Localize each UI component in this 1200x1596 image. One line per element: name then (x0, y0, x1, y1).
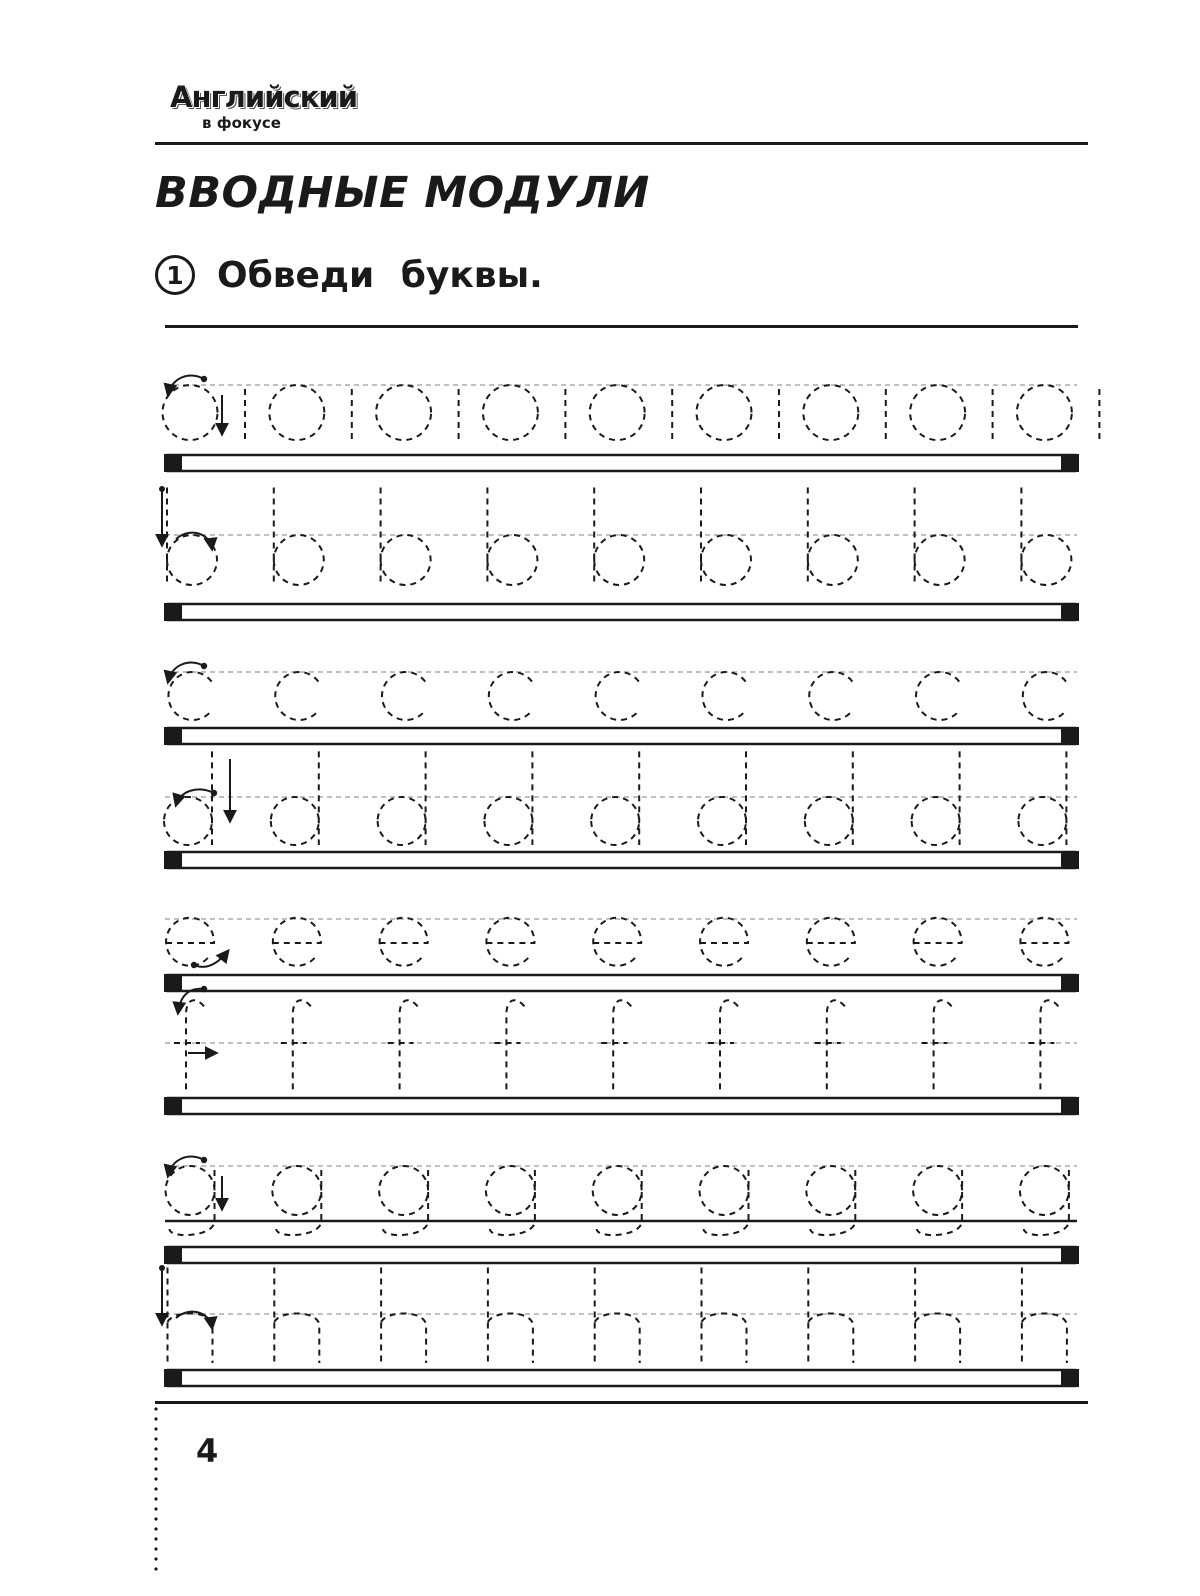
tracing-letter-c (702, 672, 745, 720)
tracing-letter-g (1020, 1166, 1069, 1235)
tracing-letter-g (806, 1166, 855, 1235)
tracing-row-a (163, 376, 1100, 472)
tracing-letter-e (486, 918, 534, 966)
writing-line (168, 1098, 1075, 1114)
tracing-letter-e (700, 918, 748, 966)
tracing-letter-d (805, 751, 853, 845)
tracing-letter-g (593, 1166, 642, 1235)
tracing-letter-d (591, 751, 639, 845)
footer-divider (155, 1401, 1088, 1404)
tracing-letter-g (486, 1166, 535, 1235)
stroke-start-dot (201, 663, 207, 669)
tracing-letter-d (378, 751, 426, 845)
writing-line (168, 1370, 1075, 1386)
stroke-start-dot (191, 962, 197, 968)
line-end-right (1061, 454, 1079, 472)
tracing-letter-a (376, 385, 458, 440)
tracing-letter-e (166, 918, 214, 966)
task-instruction: Обведи буквы. (217, 254, 543, 296)
perforation-dots (154, 1404, 158, 1574)
tracing-letter-a (163, 385, 245, 440)
tracing-letter-b (274, 488, 324, 586)
tracing-letter-f (601, 1000, 631, 1090)
line-end-right (1061, 1246, 1079, 1264)
tracing-letter-g (272, 1166, 321, 1235)
tracing-row-e (164, 918, 1079, 992)
tracing-letter-a (803, 385, 885, 440)
tracing-letter-c (1023, 672, 1066, 720)
tracing-letter-b (701, 488, 751, 586)
line-end-right (1061, 1097, 1079, 1115)
tracing-letter-c (382, 672, 425, 720)
tracing-letter-b (167, 488, 217, 586)
tracing-letter-d (912, 751, 960, 845)
tracing-letter-h (702, 1267, 747, 1363)
tracing-letter-e (1020, 918, 1068, 966)
tracing-letter-f (708, 1000, 738, 1090)
stroke-start-dot (201, 1157, 207, 1163)
logo-sub-text: в фокусе (202, 114, 281, 132)
tracing-letter-g (700, 1166, 749, 1235)
line-end-left (164, 1246, 182, 1264)
tracing-letter-h (488, 1267, 533, 1363)
tracing-letter-c (809, 672, 852, 720)
writing-line (168, 455, 1075, 471)
line-end-right (1061, 851, 1079, 869)
tracing-letter-e (273, 918, 321, 966)
stroke-start-dot (159, 486, 165, 492)
line-end-right (1061, 974, 1079, 992)
stroke-start-dot (159, 1265, 165, 1271)
tracing-letter-d (271, 751, 319, 845)
tracing-letter-b (594, 488, 644, 586)
tracing-letter-e (593, 918, 641, 966)
tracing-letter-f (815, 1000, 845, 1090)
tracing-letter-f (281, 1000, 311, 1090)
stroke-start-dot (211, 790, 217, 796)
tracing-letter-a (1017, 385, 1100, 440)
stroke-start-dot (201, 376, 207, 382)
tracing-letter-a (697, 385, 779, 440)
tracing-letter-b (915, 488, 965, 586)
tracing-row-f (164, 986, 1079, 1115)
writing-line (168, 975, 1075, 991)
line-end-left (164, 454, 182, 472)
tracing-letter-h (595, 1267, 640, 1363)
tracing-letter-h (274, 1267, 319, 1363)
line-end-right (1061, 1369, 1079, 1387)
task-number: 1 (155, 255, 195, 295)
stroke-start-dot (201, 986, 207, 992)
tracing-letter-f (1028, 1000, 1058, 1090)
tracing-letter-h (808, 1267, 853, 1363)
line-end-left (164, 727, 182, 745)
tracing-letter-b (487, 488, 537, 586)
tracing-letter-h (1022, 1267, 1067, 1363)
tracing-letter-b (1021, 488, 1071, 586)
tracing-letter-c (168, 672, 211, 720)
tracing-row-d (164, 751, 1079, 869)
page-title: ВВОДНЫЕ МОДУЛИ (155, 168, 650, 218)
tracing-letter-f (174, 1000, 204, 1090)
writing-line (168, 604, 1075, 620)
tracing-letter-e (807, 918, 855, 966)
tracing-letter-g (166, 1166, 215, 1235)
page-number: 4 (196, 1432, 219, 1470)
tracing-letter-e (380, 918, 428, 966)
tracing-letter-e (914, 918, 962, 966)
tracing-letter-a (910, 385, 993, 440)
line-end-right (1061, 727, 1079, 745)
tracing-letter-d (484, 751, 532, 845)
logo-main-text: Английский (170, 80, 358, 114)
line-end-left (164, 603, 182, 621)
tracing-letter-b (808, 488, 858, 586)
tracing-letter-c (489, 672, 532, 720)
tracing-letter-d (1018, 751, 1066, 845)
tracing-letter-d (698, 751, 746, 845)
tracing-letter-h (915, 1267, 960, 1363)
tracing-row-c (164, 663, 1079, 745)
tracing-letter-f (494, 1000, 524, 1090)
tracing-letter-b (381, 488, 431, 586)
tracing-letter-f (388, 1000, 418, 1090)
tracing-letter-a (483, 385, 565, 440)
tracing-letter-a (269, 385, 351, 440)
tracing-letter-c (275, 672, 318, 720)
line-end-left (164, 1369, 182, 1387)
tracing-letter-d (164, 751, 212, 845)
tracing-letter-g (913, 1166, 962, 1235)
tracing-letter-g (379, 1166, 428, 1235)
line-end-left (164, 1097, 182, 1115)
tracing-letter-c (596, 672, 639, 720)
writing-line (168, 852, 1075, 868)
tracing-letter-f (922, 1000, 952, 1090)
tracing-letter-c (916, 672, 959, 720)
line-end-left (164, 851, 182, 869)
line-end-left (164, 974, 182, 992)
tracing-letter-a (590, 385, 673, 440)
tracing-row-b (159, 486, 1079, 621)
writing-line (168, 728, 1075, 744)
stroke-curve-arrow (194, 951, 228, 967)
tracing-row-g (164, 1157, 1079, 1264)
line-end-right (1061, 603, 1079, 621)
tracing-row-h (159, 1265, 1079, 1387)
tracing-letter-h (381, 1267, 426, 1363)
writing-line (168, 1247, 1075, 1263)
